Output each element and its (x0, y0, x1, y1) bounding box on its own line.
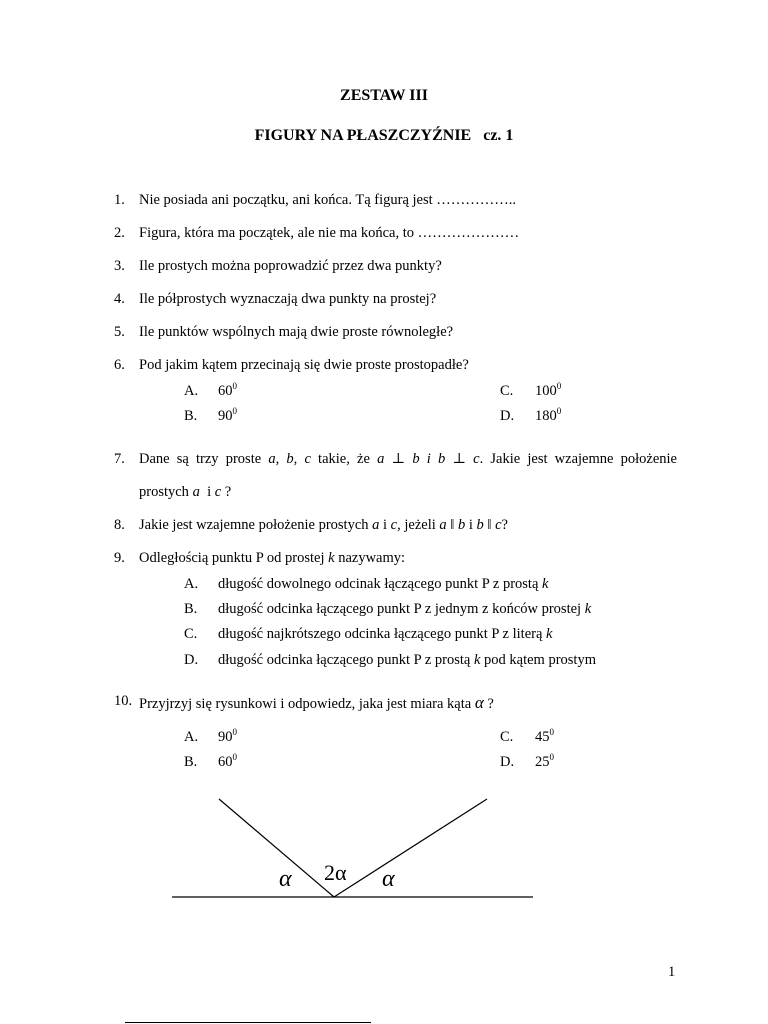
page-title: ZESTAW III (340, 87, 428, 104)
option-text: długość dowolnego odcinak łączącego punkt P z prostą k (218, 576, 549, 592)
question-number: 10. (114, 693, 133, 709)
option-letter: A. (184, 383, 199, 399)
figure-right-ray (334, 799, 487, 897)
option-letter: B. (184, 601, 198, 617)
option-letter: C. (500, 729, 514, 745)
question-text: Figura, która ma początek, ale nie ma końca, to ………………… (139, 225, 520, 241)
option-value: $90^0$ (218, 727, 237, 745)
option-letter: D. (184, 652, 199, 668)
question-number: 9. (114, 550, 125, 566)
option-value: $60^0$ (218, 381, 237, 399)
option-value: $100^0$ (535, 381, 562, 399)
option-text: długość najkrótszego odcinka łączącego punkt P z literą k (218, 626, 553, 642)
option-letter: D. (500, 754, 515, 770)
question-number: 7. (114, 451, 125, 467)
page-subtitle: FIGURY NA PŁASZCZYŹNIE cz. 1 (254, 127, 514, 144)
question-text: Ile półprostych wyznaczają dwa punkty na prostej? (139, 291, 437, 307)
question-text: Przyjrzyj się rysunkowi i odpowiedz, jaka jest miara kąta α ? (139, 693, 494, 712)
question-text: Ile prostych można poprowadzić przez dwa punkty? (139, 258, 442, 274)
option-text: długość odcinka łączącego punkt P z prostą k pod kątem prostym (218, 652, 596, 668)
option-letter: A. (184, 729, 199, 745)
option-value: $60^0$ (218, 752, 237, 770)
question-number: 4. (114, 291, 125, 307)
option-letter: C. (184, 626, 198, 642)
figure-label-right: α (382, 866, 395, 892)
option-value: $45^0$ (535, 727, 554, 745)
option-letter: A. (184, 576, 199, 592)
question-number: 5. (114, 324, 125, 340)
option-value: $180^0$ (535, 406, 562, 424)
question-text: Pod jakim kątem przecinają się dwie proste prostopadłe? (139, 357, 469, 373)
figure-label-mid: 2α (324, 860, 347, 885)
question-text: Ile punktów wspólnych mają dwie proste równoległe? (139, 324, 454, 340)
figure-label-left: α (279, 866, 292, 892)
question-number: 2. (114, 225, 125, 241)
question-text-line-2: prostych a i c ? (139, 484, 232, 500)
question-number: 3. (114, 258, 125, 274)
question-number: 6. (114, 357, 125, 373)
question-text: Nie posiada ani początku, ani końca. Tą figurą jest …………….. (139, 192, 517, 208)
footnote-separator (125, 1022, 371, 1023)
option-value: $90^0$ (218, 406, 237, 424)
question-text: Odległością punktu P od prostej k nazywamy: (139, 550, 406, 566)
question-number: 1. (114, 192, 125, 208)
option-letter: B. (184, 408, 198, 424)
question-text: Jakie jest wzajemne położenie prostych a i c, jeżeli a ǁ b i b ǁ c? (139, 517, 508, 533)
page-number: 1 (668, 964, 676, 980)
option-letter: B. (184, 754, 198, 770)
alpha-symbol: α (474, 693, 484, 712)
figure-left-ray (219, 799, 334, 897)
option-letter: C. (500, 383, 514, 399)
option-letter: D. (500, 408, 515, 424)
question-text-line-1: Dane są trzy proste a, b, c takie, że a ⊥ b i b ⊥ c. Jakie jest wzajemne położenie (139, 451, 677, 467)
option-value: $25^0$ (535, 752, 554, 770)
question-number: 8. (114, 517, 125, 533)
option-text: długość odcinka łączącego punkt P z jednym z końców prostej k (218, 601, 592, 617)
